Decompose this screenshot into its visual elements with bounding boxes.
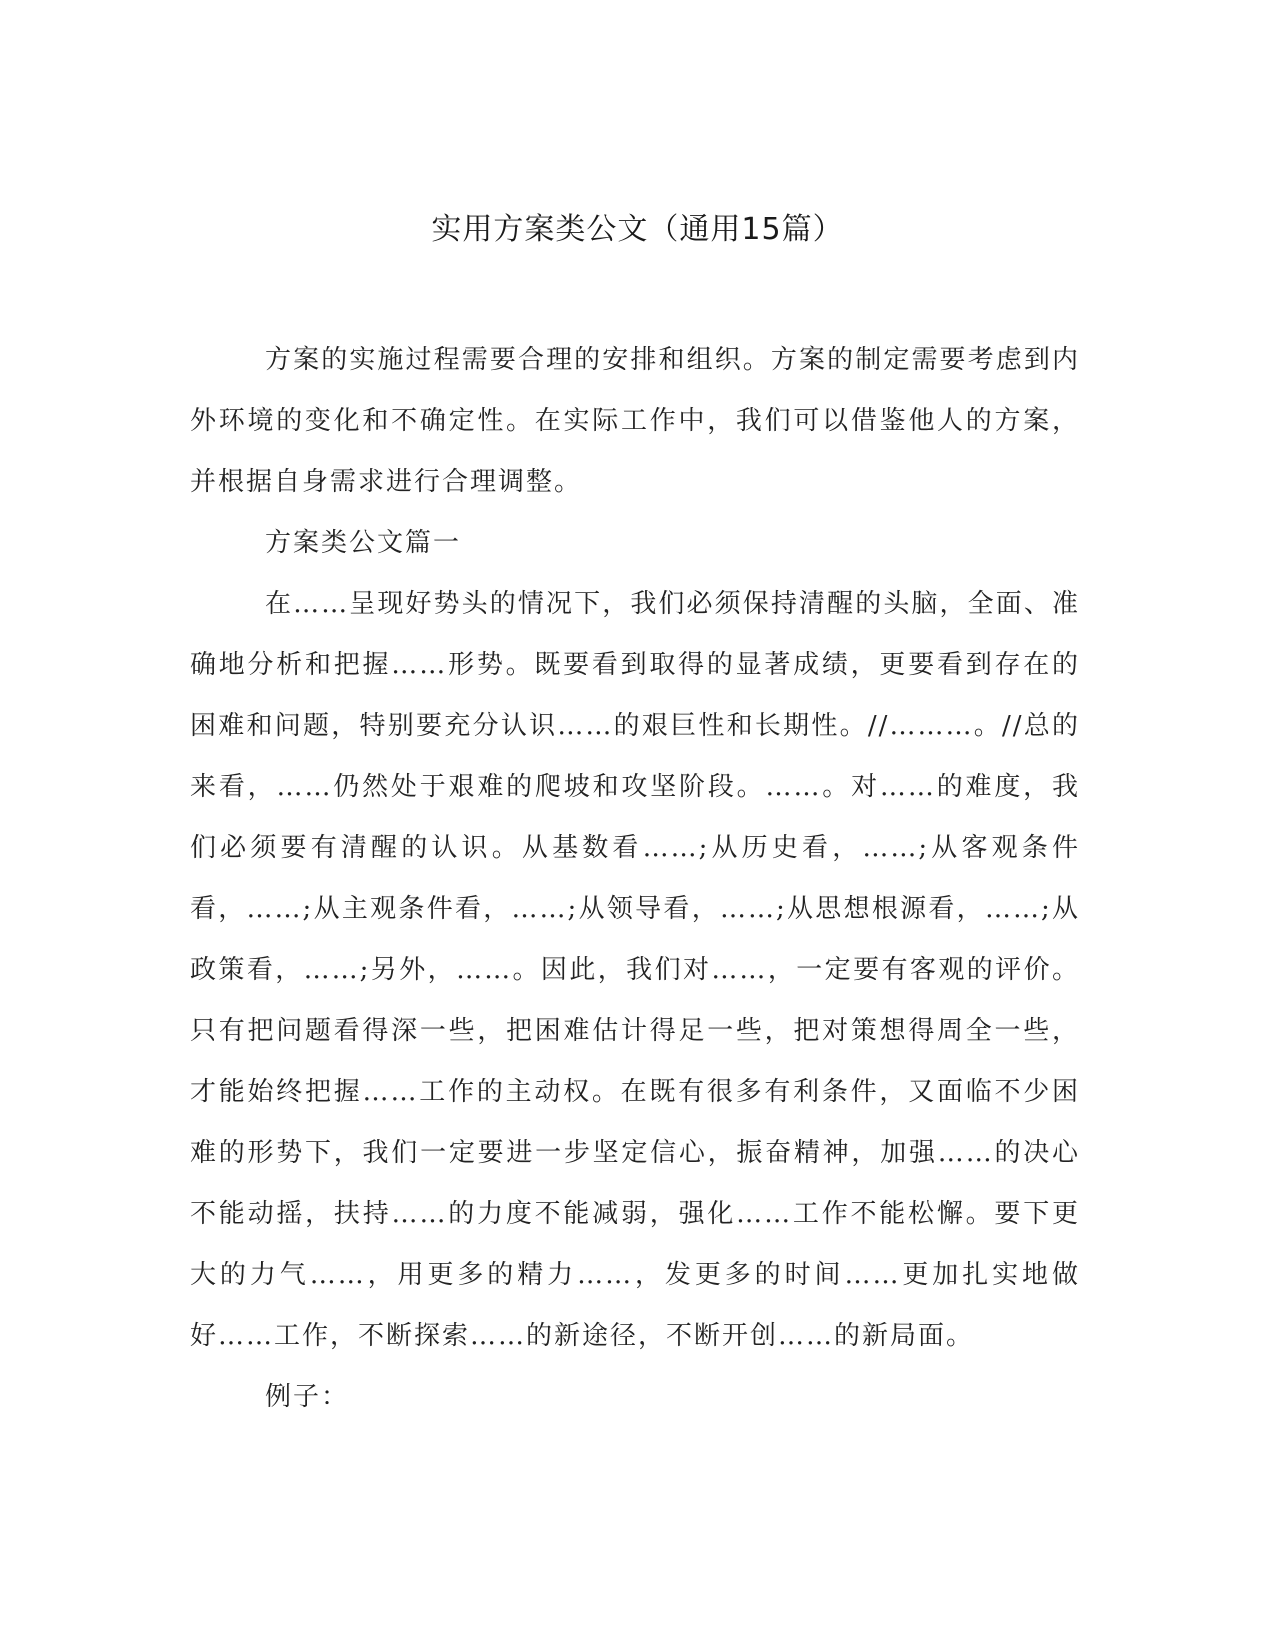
document-title: 实用方案类公文（通用15篇） (431, 212, 844, 247)
intro-paragraph: 方案的实施过程需要合理的安排和组织。方案的制定需要考虑到内外环境的变化和不确定性。在实际工作中，我们可以借鉴他人的方案，并根据自身需求进行合理调整。 (190, 345, 1080, 497)
document-body (190, 330, 1080, 1428)
body-paragraph: 在……呈现好势头的情况下，我们必须保持清醒的头脑，全面、准确地分析和把握……形势。既要看到取得的显著成绩，更要看到存在的困难和问题，特别要充分认识……的艰巨性和长期性。//………。//总的来看，……仍然处于艰难的爬坡和攻坚阶段。……。对……的难度，我们必须要有清醒的认识。从基数看……;从历史看，……;从客观条件看，……;从主观条件看，……;从领导看，……;从思想根源看，……;从政策看，……;另外，……。因此，我们对……，一定要有客观的评价。只有把问题看得深一些，把困难估计得足一些，把对策想得周全一些，才能始终把握……工作的主动权。在既有很多有利条件，又面临不少困难的形势下，我们一定要进一步坚定信心，振奋精神，加强……的决心不能动摇，扶持……的力度不能减弱，强化……工作不能松懈。要下更大的力气……，用更多的精力……，发更多的时间……更加扎实地做好……工作，不断探索……的新途径，不断开创……的新局面。 (190, 589, 1080, 1351)
section-heading: 方案类公文篇一 (265, 528, 462, 558)
example-label: 例子： (265, 1382, 350, 1412)
